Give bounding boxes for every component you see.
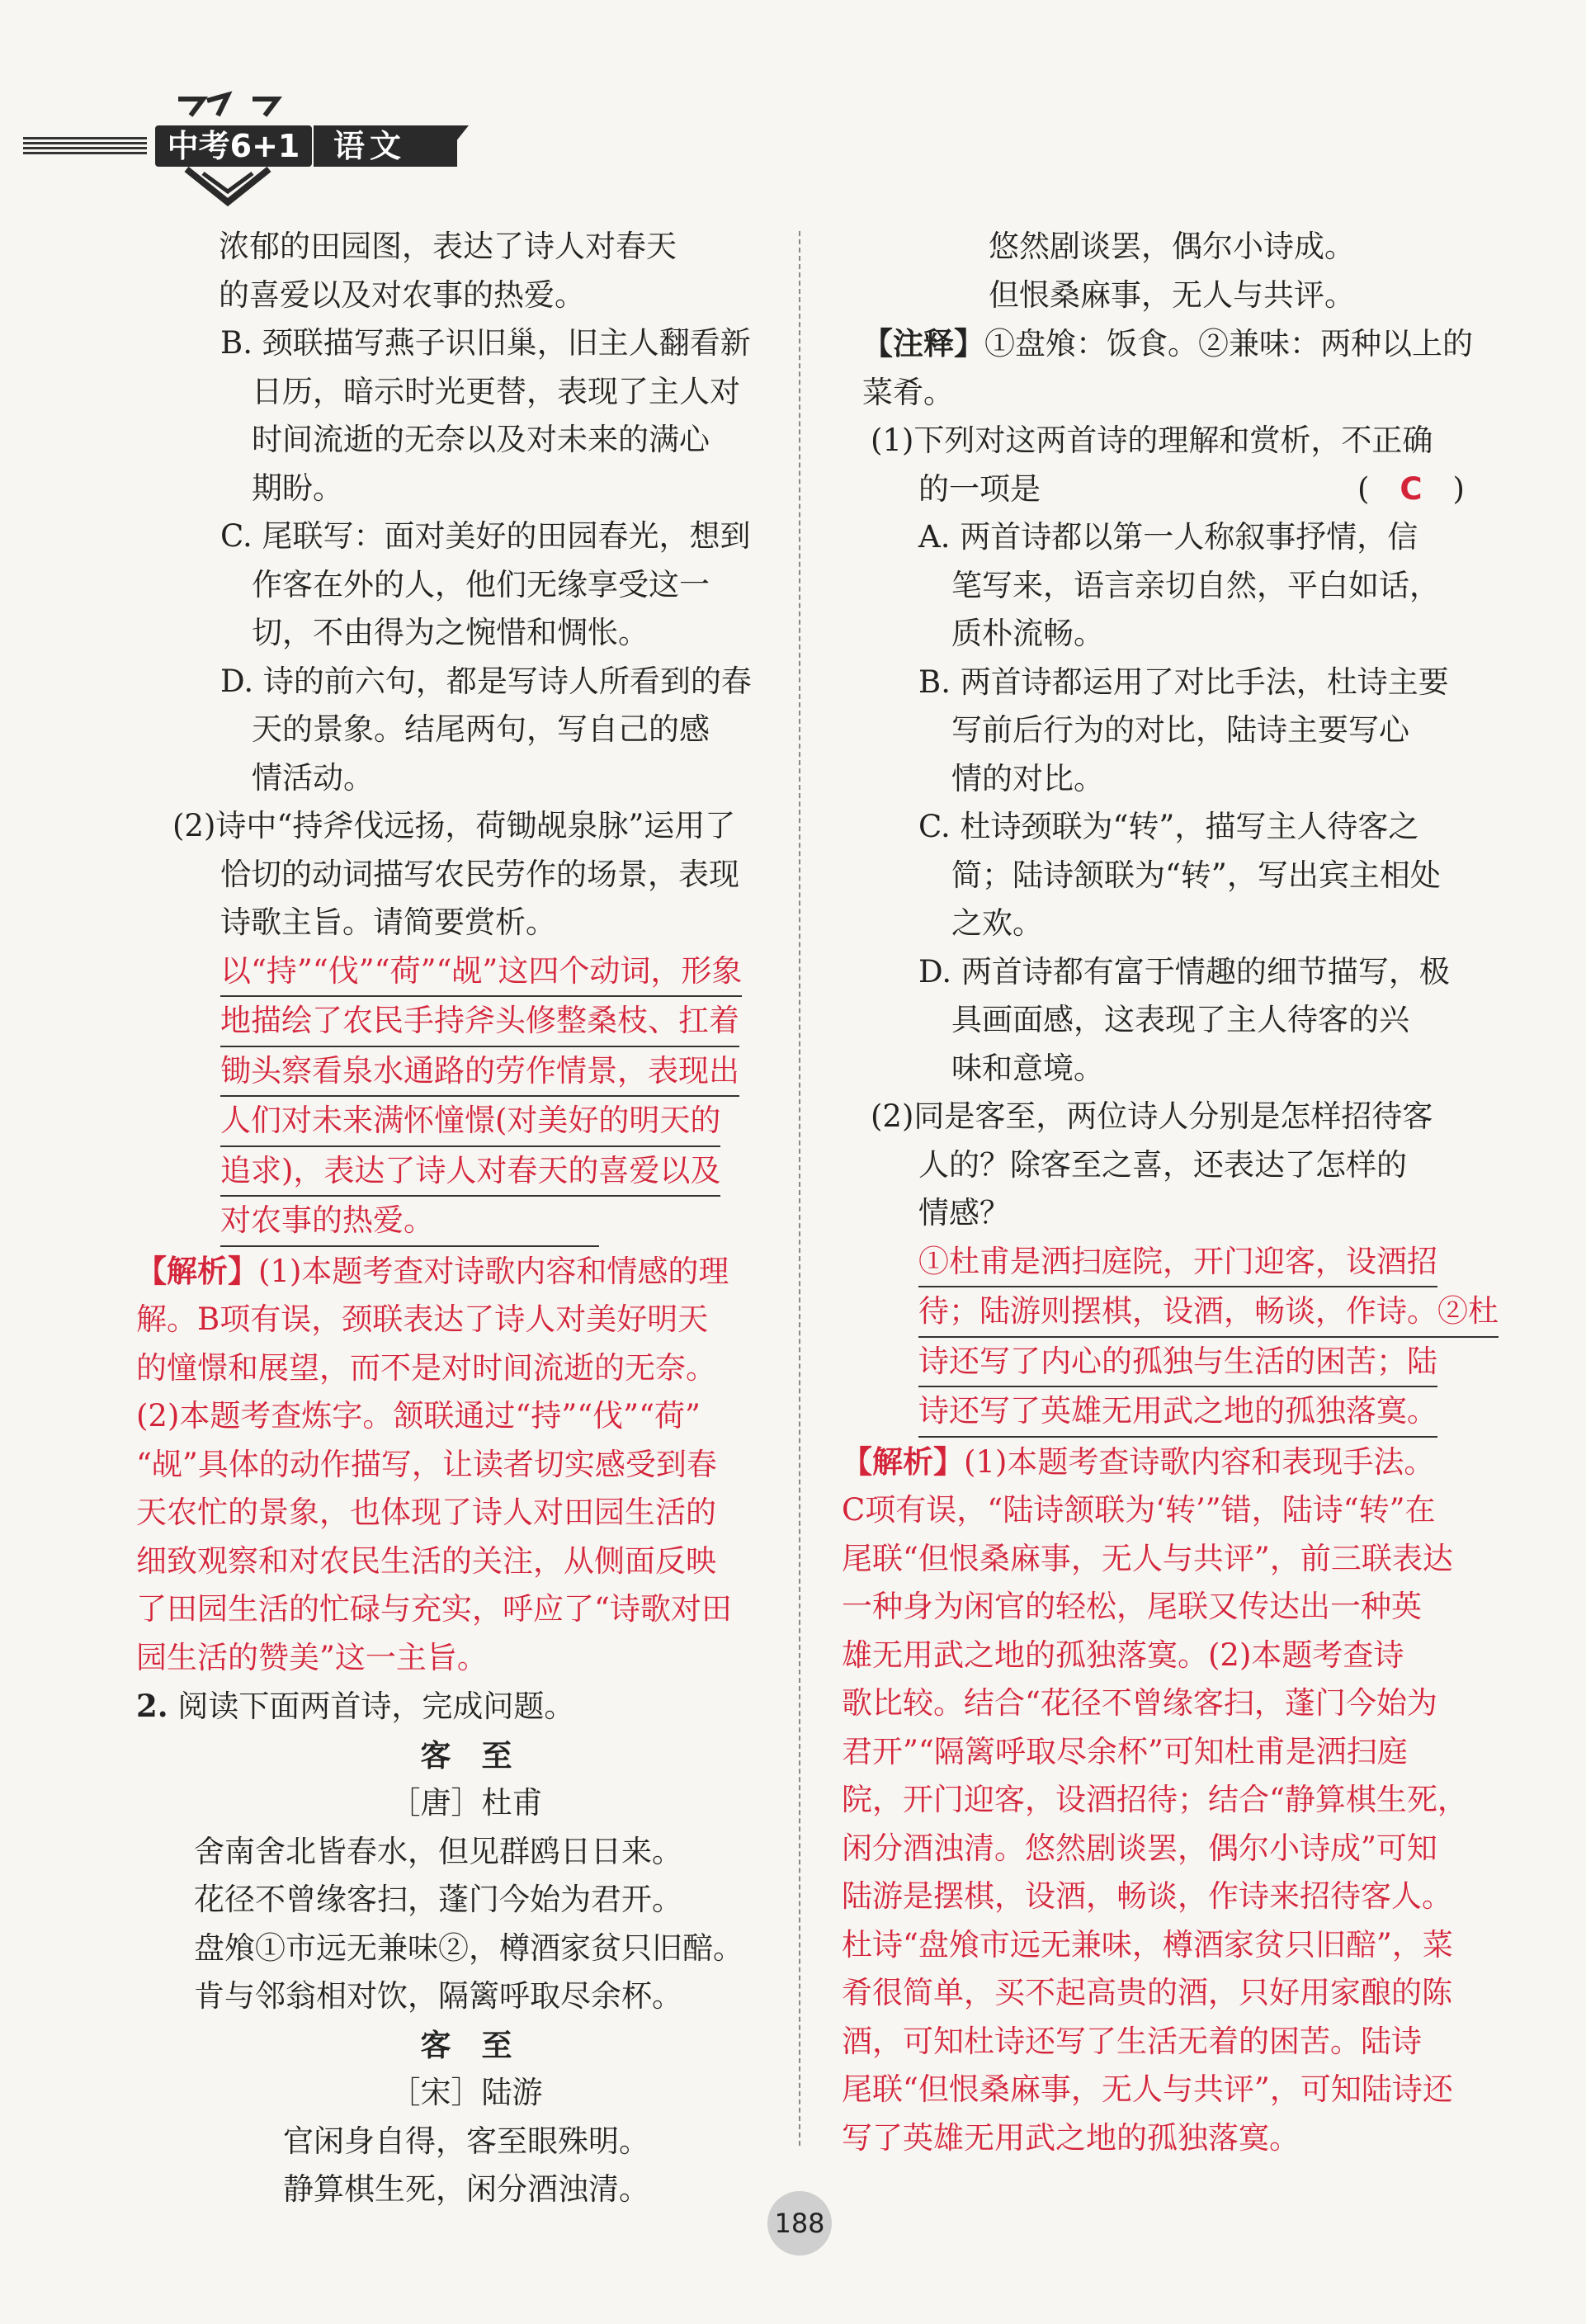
note-line: ①盘飧：饭食。②兼味：两种以上的 bbox=[984, 326, 1473, 361]
header-stripes bbox=[23, 137, 147, 157]
answer-line: 诗还写了英雄无用武之地的孤独落寞。 bbox=[918, 1387, 1437, 1438]
question-2-heading bbox=[136, 1682, 780, 1731]
option-b-line: B. 两首诗都运用了对比手法，杜诗主要 bbox=[918, 664, 1449, 700]
analysis-line: (2)本题考查炼字。颔联通过“持”“伐”“荷” bbox=[136, 1398, 701, 1434]
option-c-line: 简；陆诗颔联为“转”，写出宾主相处 bbox=[951, 857, 1441, 893]
option-d-line: 具画面感，这表现了主人待客的兴 bbox=[951, 1002, 1409, 1037]
option-a-line: A. 两首诗都以第一人称叙事抒情，信 bbox=[918, 519, 1418, 555]
analysis-line: 院，开门迎客，设酒招待；结合“静算棋生死， bbox=[842, 1782, 1468, 1817]
analysis-line: 君开”“隔篱呼取尽余杯”可知杜甫是洒扫庭 bbox=[842, 1733, 1408, 1769]
option-b-line: 期盼。 bbox=[252, 470, 343, 506]
option-b-line: 时间流逝的无奈以及对未来的满心 bbox=[252, 422, 710, 457]
analysis-line: 细致观察和对农民生活的关注，从侧面反映 bbox=[136, 1542, 716, 1579]
option-d-line: 味和意境。 bbox=[951, 1050, 1104, 1086]
page-header bbox=[23, 89, 452, 196]
poem-2-line: 官闲身自得，客至眼殊明。 bbox=[283, 2123, 649, 2159]
subject-tab-tip bbox=[436, 125, 469, 167]
page-number: 188 bbox=[767, 2191, 832, 2256]
option-a-line: 浓郁的田园图，表达了诗人对春天 bbox=[219, 229, 677, 264]
option-d-line: 情活动。 bbox=[252, 759, 374, 796]
analysis-line: 雄无用武之地的孤独落寞。(2)本题考查诗 bbox=[842, 1637, 1404, 1673]
option-a-line: 的喜爱以及对农事的热爱。 bbox=[219, 276, 585, 313]
analysis-line: 写了英雄无用武之地的孤独落寞。 bbox=[842, 2119, 1300, 2156]
analysis-line: C项有误，“陆诗颔联为‘转’”错，陆诗“转”在 bbox=[842, 1492, 1436, 1528]
answer-line: 人们对未来满怀憧憬(对美好的明天的 bbox=[220, 1097, 720, 1147]
analysis-line: 解。B项有误，颈联表达了诗人对美好明天 bbox=[136, 1301, 709, 1337]
option-a-line: 笔写来，语言亲切自然，平白如话， bbox=[951, 567, 1440, 603]
answer-block bbox=[153, 947, 780, 1247]
poem-1-title: 客 至 bbox=[420, 1736, 512, 1774]
right-column bbox=[842, 223, 1499, 2162]
analysis-line: 了田园生活的忙碌与充实，呼应了“诗歌对田 bbox=[136, 1591, 732, 1627]
analysis-line: 园生活的赞美”这一主旨。 bbox=[136, 1639, 488, 1675]
analysis-tag: 【解析】 bbox=[136, 1252, 258, 1289]
option-c-line: C. 杜诗颈联为“转”，描写主人待客之 bbox=[918, 809, 1419, 844]
option-b-line: 情的对比。 bbox=[951, 760, 1104, 796]
poem-1-author: ［唐］杜甫 bbox=[389, 1785, 543, 1821]
question-1-line: (1)下列对这两首诗的理解和赏析，不正确 bbox=[871, 423, 1433, 458]
poem-1-line: 肯与邻翁相对饮，隔篱呼取尽余杯。 bbox=[194, 1978, 682, 2014]
question-2-line: 诗歌主旨。请简要赏析。 bbox=[220, 905, 556, 940]
question-text: 阅读下面两首诗，完成问题。 bbox=[177, 1689, 575, 1724]
option-c-line: 之欢。 bbox=[951, 905, 1043, 941]
option-b-line: 日历，暗示时光更替，表现了主人对 bbox=[252, 373, 740, 409]
option-b-line: 写前后行为的对比，陆诗主要写心 bbox=[951, 712, 1409, 748]
poem-2-line: 悠然剧谈罢，偶尔小诗成。 bbox=[989, 229, 1355, 264]
question-2-line: 恰切的动词描写农民劳作的场景，表现 bbox=[220, 856, 739, 892]
note-tag: 【注释】 bbox=[862, 325, 984, 361]
option-d-line: 天的景象。结尾两句，写自己的感 bbox=[252, 711, 710, 747]
analysis-line: 酒，可知杜诗还写了生活无着的困苦。陆诗 bbox=[842, 2023, 1422, 2059]
note-line: 菜肴。 bbox=[862, 374, 954, 410]
option-a-line: 质朴流畅。 bbox=[951, 616, 1104, 651]
answer-line: 追求)，表达了诗人对春天的喜爱以及 bbox=[220, 1147, 720, 1197]
answer-line: 以“持”“伐”“荷”“觇”这四个动词，形象 bbox=[220, 947, 742, 998]
answer-choice: C bbox=[1400, 470, 1423, 507]
left-column bbox=[136, 223, 780, 2214]
answer-line: 锄头察看泉水通路的劳作情景，表现出 bbox=[220, 1047, 739, 1098]
option-d-line: D. 诗的前六句，都是写诗人所看到的春 bbox=[220, 663, 752, 699]
analysis-line: 肴很简单，买不起高贵的酒，只好用家酿的陈 bbox=[842, 1975, 1452, 2010]
option-c-line: C. 尾联写：面对美好的田园春光，想到 bbox=[220, 518, 751, 554]
option-c-line: 切，不由得为之惋惜和惆怅。 bbox=[252, 615, 649, 650]
analysis-line: “觇”具体的动作描写，让读者切实感受到春 bbox=[136, 1446, 717, 1482]
analysis-block bbox=[136, 1247, 780, 1683]
answer-line: 诗还写了内心的孤独与生活的困苦；陆 bbox=[918, 1338, 1437, 1388]
analysis-line: 尾联“但恨桑麻事，无人与共评”，前三联表达 bbox=[842, 1540, 1453, 1576]
subject-label: 语文 bbox=[314, 125, 457, 167]
answer-line: 对农事的热爱。 bbox=[220, 1197, 599, 1247]
question-1-line: 的一项是 bbox=[918, 470, 1041, 507]
analysis-line: 闲分酒浊清。悠然剧谈罢，偶尔小诗成”可知 bbox=[842, 1830, 1437, 1866]
brand-name: 中考6+1 bbox=[155, 125, 312, 167]
answer-line: 地描绘了农民手持斧头修整桑枝、扛着 bbox=[220, 997, 739, 1047]
question-2-line: 人的？除客至之喜，还表达了怎样的 bbox=[918, 1146, 1407, 1183]
poem-2-author: ［宋］陆游 bbox=[389, 2075, 543, 2110]
answer-paren: ( C ) bbox=[1357, 470, 1465, 507]
question-2-line: 情感？ bbox=[918, 1195, 1010, 1230]
analysis-line: 歌比较。结合“花径不曾缘客扫，蓬门今始为 bbox=[842, 1685, 1437, 1721]
poem-2-line: 静算棋生死，闲分酒浊清。 bbox=[283, 2171, 649, 2207]
question-2-line: (2)诗中“持斧伐远扬，荷锄觇泉脉”运用了 bbox=[172, 808, 736, 843]
analysis-line: 陆游是摆棋，设酒，畅谈，作诗来招待客人。 bbox=[842, 1878, 1452, 1914]
poem-1-line: 花径不曾缘客扫，蓬门今始为君开。 bbox=[194, 1882, 682, 1917]
analysis-line: 的憧憬和展望，而不是对时间流逝的无奈。 bbox=[136, 1349, 716, 1386]
analysis-line: 天农忙的景象，也体现了诗人对田园生活的 bbox=[136, 1495, 716, 1530]
answer-block bbox=[862, 1238, 1499, 1438]
question-2-line: (2)同是客至，两位诗人分别是怎样招待客 bbox=[871, 1098, 1433, 1134]
analysis-block bbox=[842, 1438, 1481, 2163]
option-c-line: 作客在外的人，他们无缘享受这一 bbox=[252, 566, 710, 602]
answer-line: ①杜甫是洒扫庭院，开门迎客，设酒招 bbox=[918, 1238, 1437, 1288]
analysis-line: 一种身为闲官的轻松，尾联又传达出一种英 bbox=[842, 1589, 1422, 1624]
option-b-line: B. 颈联描写燕子识旧巢，旧主人翻看新 bbox=[220, 325, 751, 361]
analysis-line: 杜诗“盘飧市远无兼味，樽酒家贫只旧醅”，菜 bbox=[842, 1926, 1453, 1963]
question-1-stem bbox=[862, 465, 1481, 514]
analysis-tag: 【解析】 bbox=[842, 1443, 964, 1480]
column-divider bbox=[799, 231, 800, 2146]
analysis-line: 尾联“但恨桑麻事，无人与共评”，可知陆诗还 bbox=[842, 2071, 1453, 2107]
poem-1-line: 舍南舍北皆春水，但见群鸥日日来。 bbox=[194, 1833, 682, 1869]
analysis-line: (1)本题考查诗歌内容和表现手法。 bbox=[964, 1443, 1435, 1480]
poem-2-title: 客 至 bbox=[420, 2026, 512, 2063]
question-number: 2. bbox=[136, 1688, 168, 1724]
poem-2-line: 但恨桑麻事，无人与共评。 bbox=[989, 276, 1355, 313]
answer-line: 待；陆游则摆棋，设酒，畅谈，作诗。②杜 bbox=[918, 1287, 1499, 1338]
analysis-line: (1)本题考查对诗歌内容和情感的理 bbox=[258, 1253, 729, 1289]
poem-1-line: 盘飧①市远无兼味②，樽酒家贫只旧醅。 bbox=[194, 1930, 743, 1966]
option-d-line: D. 两首诗都有富于情趣的细节描写，极 bbox=[918, 953, 1450, 990]
